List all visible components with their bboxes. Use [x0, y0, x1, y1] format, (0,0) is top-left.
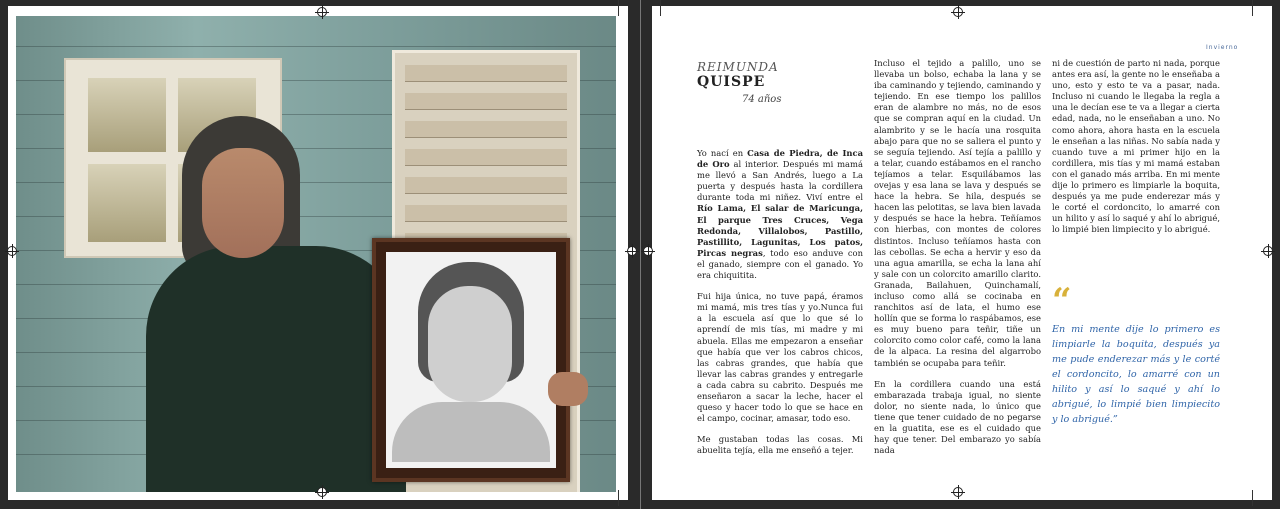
paragraph: Fui hija única, no tuve papá, éramos mi mamá, mis tres tías y yo.Nunca fui a la escuela así que lo que sé lo aprendí de mis tías, mi madre y mi abuela. Ellas me empezaron a enseñar que había que ver los cabros chicos, las cabras grandes, que había que llevar las cabras grandes y entregarle a cada cabra su cabrito. Después me enseñaron a sacar la leche, hacer el queso y hacer todo lo que se hace en el campo, cocinar, amasar, todo eso.: [697, 291, 863, 424]
framed-portrait: [372, 238, 570, 482]
person-first-name: REIMUNDA: [697, 60, 779, 74]
registration-mark-icon: [643, 246, 653, 256]
person-age: 74 años: [742, 94, 782, 105]
paragraph: ni de cuestión de parto ni nada, porque antes era así, la gente no le enseñaba a uno, esto y esto te va a pasar, nada. Incluso ni cuando le llegaba la regla a una le decían ese te va a llegar a cierta edad, nada, no le enseñaban a uno. No como ahora, ahora hasta en la escuela le enseñan a las niñas. No sabía nada y cuando tuve a mi primer hijo en la cordillera, mis tías y mi mamá estaban con el ganado más arriba. En mi mente dije lo primero es limpiarle la boquita, después ya me pude enderezar más y le corté el cordoncito, lo amarré con un hilito y así lo saqué y ahí lo abrigué, lo limpié bien limpiecito y lo abrigué.: [1052, 58, 1221, 235]
registration-mark-icon: [7, 246, 17, 256]
woman-figure: [146, 116, 406, 492]
crop-mark: [1252, 490, 1253, 506]
pull-quote: En mi mente dije lo primero es limpiarle la boquita, después ya me pude enderezar más y le corté el cordoncito, lo amarré con un hilito y así lo saqué y ahí lo abrigué, lo limpié bien limpiecito y lo abrigué.”: [1052, 324, 1220, 425]
crop-mark: [618, 0, 619, 16]
quote-mark-icon: “: [1052, 281, 1072, 321]
portrait-photo: [16, 16, 616, 492]
crop-mark: [660, 0, 661, 16]
registration-mark-icon: [953, 7, 963, 17]
text-column-3: [1052, 58, 1220, 246]
paragraph: Incluso el tejido a palillo, uno se llevaba un bolso, echaba la lana y se iba caminando y tejiendo, caminando y tejiendo. En ese tiempo los palillos eran de alambre no más, no de esos que se compran aquí en la ciudad. Un alambrito y se le hacía una rosquita abajo para que no se saliera el punto y se seguía tejiendo. Así tejía a palillo y a telar, cuando estábamos en el rancho tejíamos a telar. Esquilábamos las ovejas y esa lana se lava y después se hace la hebra. Se hila, después se hacen las pelotitas, se lava bien lavada y después se hace la hebra. Teñíamos con hierbas, con montes de colores distintos. Incluso teñíamos hasta con las cebollas. Se echa a hervir y eso da una agua amarilla, se echa la lana ahí y sale con un colorcito amarillo clarito. Granada, Bailahuen, Quinchamalí, incluso como allá se cocinaba en ranchitos así de lata, el humo ese hollín que se forma lo raspábamos, ese es muy bueno para teñir, tiñe un colorcito como color café, como la lana de la alpaca. La resina del algarrobo también se ocupaba para teñir.: [874, 58, 1041, 368]
registration-mark-icon: [317, 7, 327, 17]
text-column-2: [874, 58, 1041, 466]
registration-mark-icon: [317, 487, 327, 497]
registration-mark-icon: [953, 487, 963, 497]
crop-mark: [618, 490, 619, 506]
crop-mark: [1252, 0, 1253, 16]
section-label: Invierno: [1206, 44, 1239, 51]
text-column-1: [697, 148, 863, 466]
registration-mark-icon: [1263, 246, 1273, 256]
paragraph: En la cordillera cuando una está embarazada trabaja igual, no siente dolor, no siente nada, lo único que tiene que tener cuidado de no pegarse en la guatita, ese es el cuidado que hay que tener. Del embarazo yo sabía nada: [874, 378, 1041, 456]
registration-mark-icon: [627, 246, 637, 256]
person-last-name: QUISPE: [697, 74, 766, 90]
paragraph: Yo nací en Casa de Piedra, de Inca de Oro al interior. Después mi mamá me llevó a San Andrés, luego a La puerta y después hasta la cordillera durante toda mi niñez. Viví entre el Río Lama, El salar de Maricunga, El parque Tres Cruces, Vega Redonda, Villalobos, Pastillo, Pastillito, Lagunitas, Los patos, Pircas negras, todo eso anduve con el ganado, siempre con el ganado. Yo era chiquitita.: [697, 148, 863, 281]
paragraph: Me gustaban todas las cosas. Mi abuelita tejía, ella me enseñó a tejer.: [697, 434, 863, 456]
gutter-divider: [640, 0, 641, 509]
hand: [548, 372, 588, 406]
